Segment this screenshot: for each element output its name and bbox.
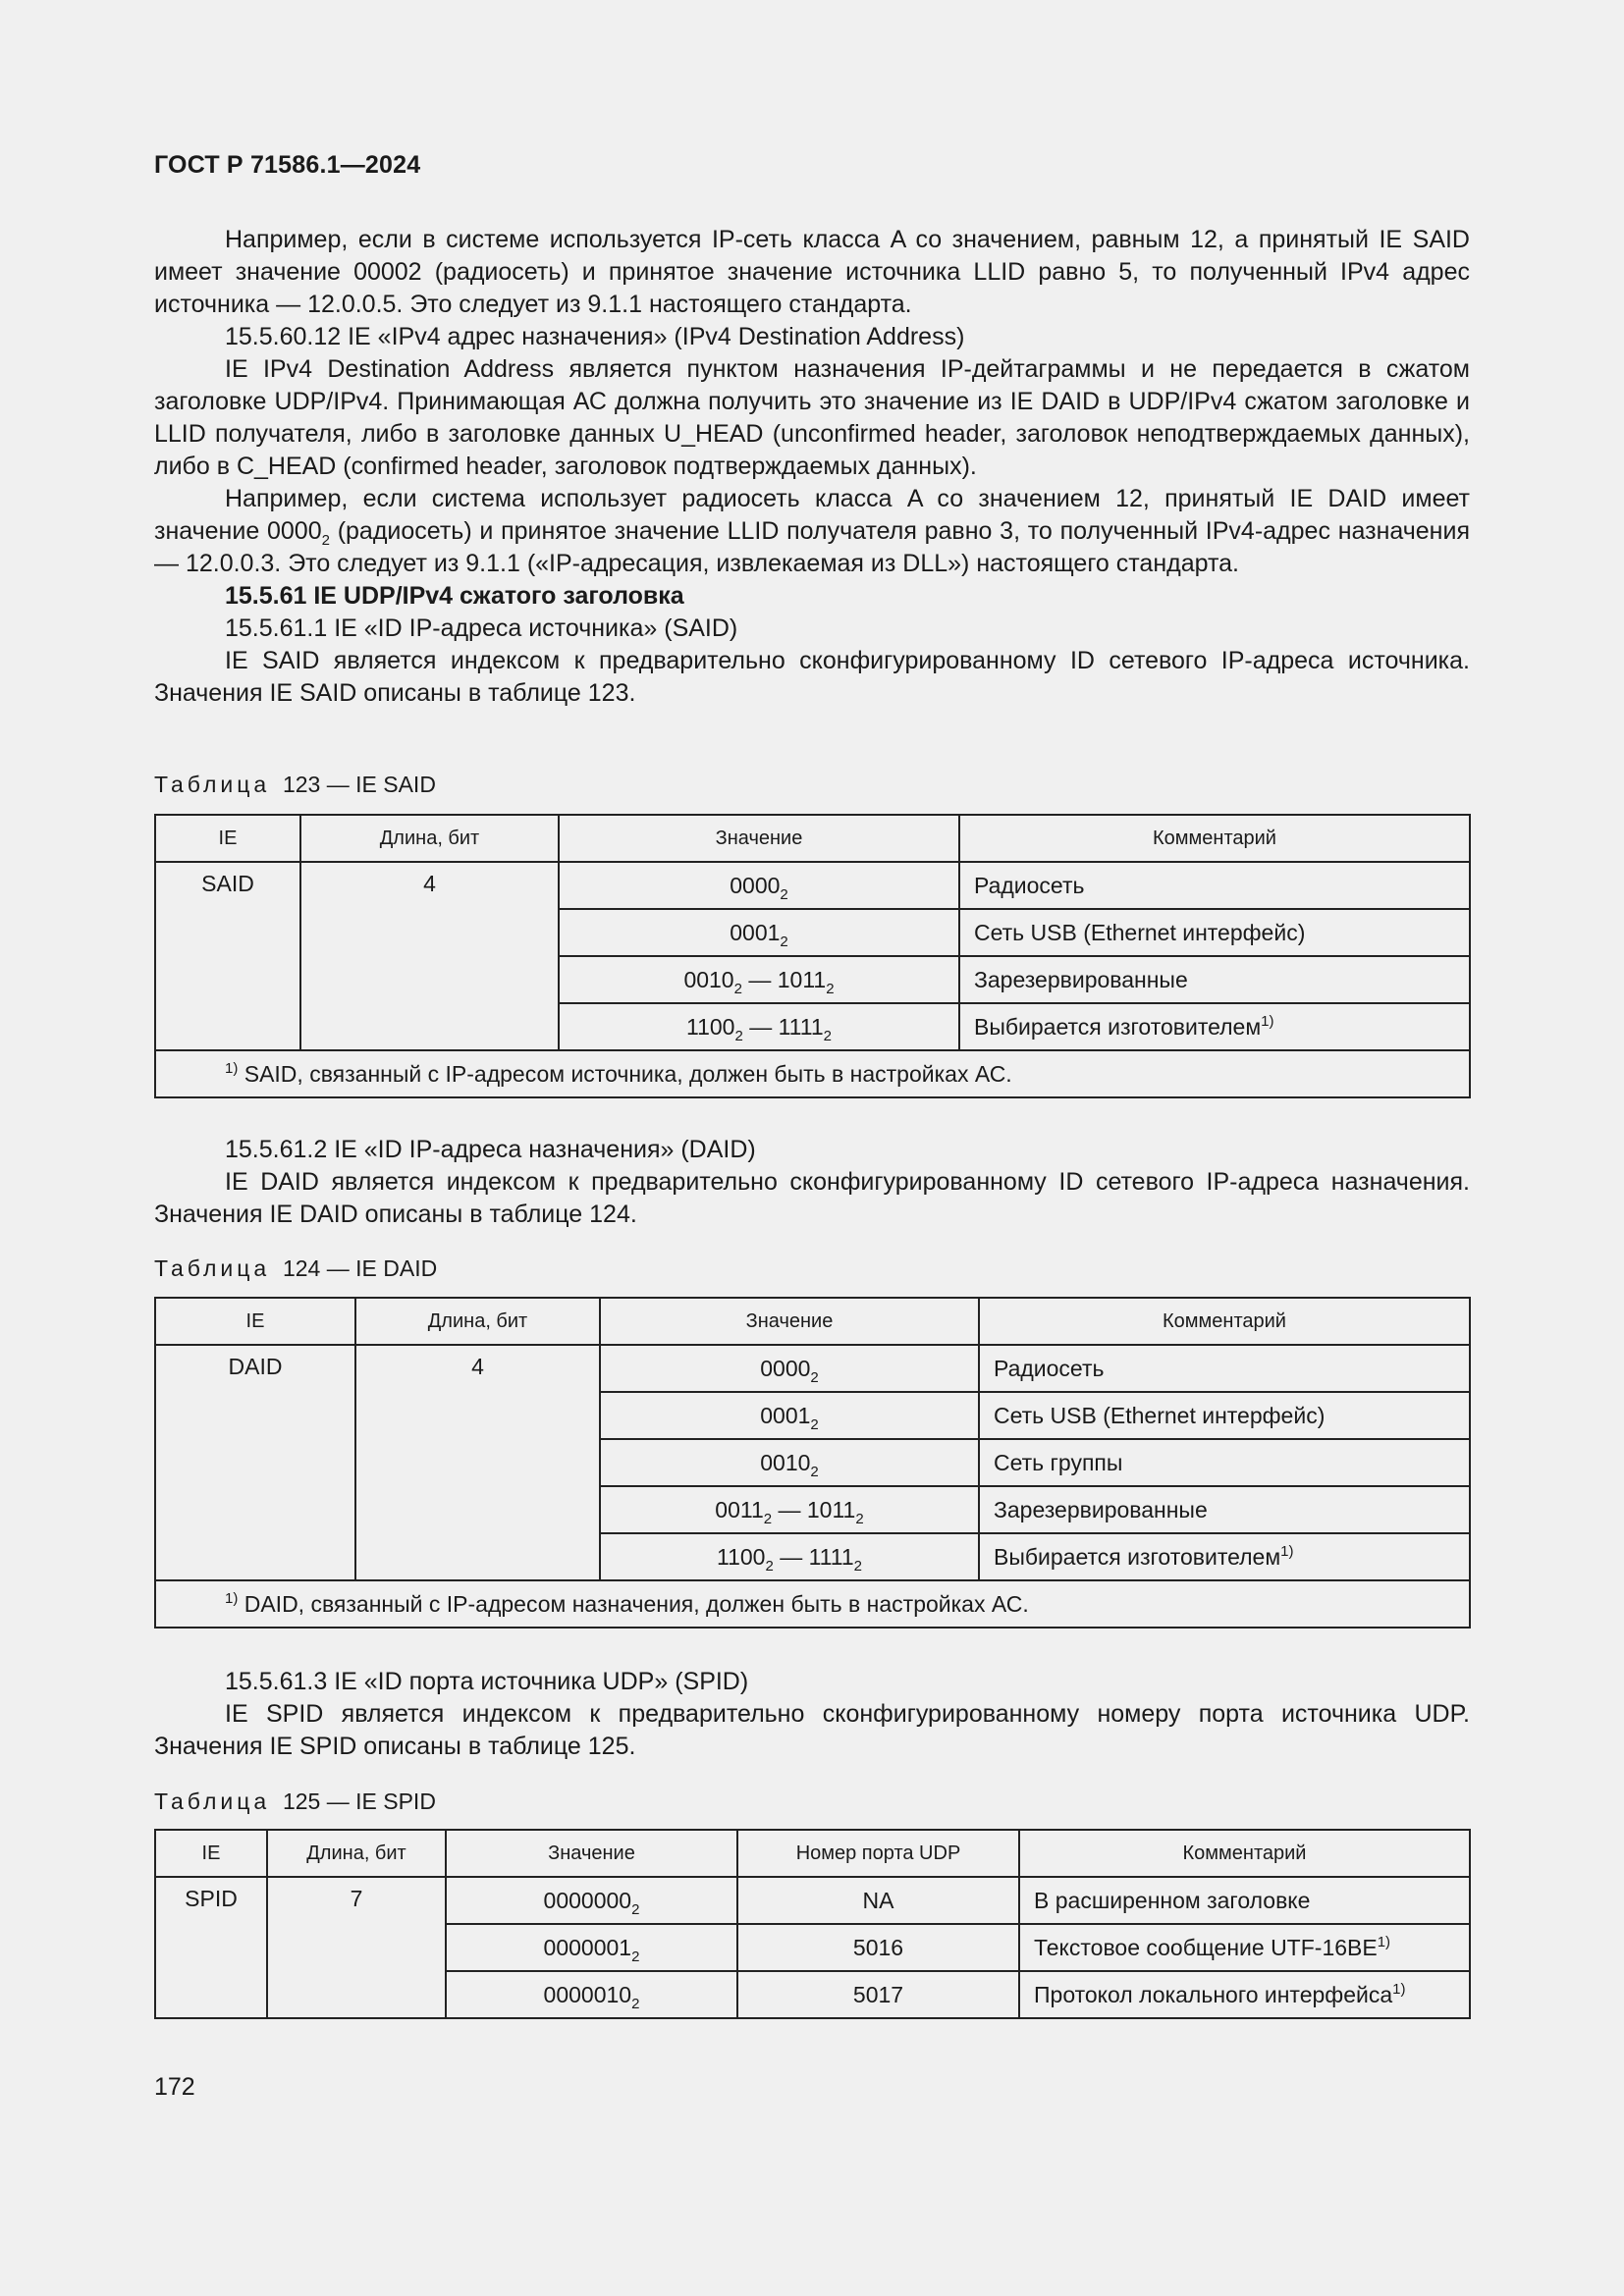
footnote-ref: 1) [1392, 1980, 1406, 1998]
subscript: 2 [810, 1368, 819, 1386]
page-number: 172 [154, 2073, 195, 2101]
column-header: Длина, бит [355, 1298, 600, 1345]
value-text: 0001 [760, 1402, 811, 1428]
port-cell: 5016 [737, 1924, 1019, 1971]
subscript: 2 [810, 1415, 819, 1433]
text-block-1 [154, 224, 1470, 710]
comment-text: Сеть USB (Ethernet интерфейс) [994, 1402, 1326, 1428]
range-dash: — [773, 1543, 809, 1570]
column-header: Значение [600, 1298, 979, 1345]
subscript: 2 [853, 1557, 862, 1575]
subscript: 2 [810, 1463, 819, 1480]
section-heading: 15.5.60.12 IE «IPv4 адрес назначения» (IPv4 Destination Address) [225, 323, 965, 350]
value-cell [600, 1439, 979, 1486]
port-cell: 5017 [737, 1971, 1019, 2018]
comment-cell [979, 1486, 1470, 1533]
comment-cell [979, 1392, 1470, 1439]
section-heading: 15.5.61.2 IE «ID IP-адреса назначения» (DAID) [225, 1136, 756, 1163]
subscript: 2 [321, 532, 330, 549]
table-row [155, 862, 1470, 909]
ie-cell: SPID [155, 1877, 267, 2018]
paragraph [154, 483, 1470, 580]
comment-cell [959, 862, 1470, 909]
caption-text: 125 — IE SPID [282, 1789, 436, 1814]
range-dash: — [772, 1496, 807, 1522]
comment-text: Выбирается изготовителем [974, 1013, 1262, 1040]
comment-cell [1019, 1877, 1470, 1924]
section-heading: 15.5.61 IE UDP/IPv4 сжатого заголовка [225, 582, 684, 610]
comment-cell [979, 1533, 1470, 1580]
value-cell [559, 1003, 959, 1050]
paragraph: Например, если в системе используется IP-сеть класса A со значением, равным 12, а принятый IE SAID имеет значение 00002 (радиосеть) и принятое значение источника LLID равно 5, то полученный IPv4 адрес источника — 12.0.0.5. Это следует из 9.1.1 настоящего стандарта. [154, 226, 1470, 318]
caption-label: Таблица [154, 1789, 271, 1814]
comment-cell [959, 956, 1470, 1003]
comment-cell [1019, 1971, 1470, 2018]
caption-text: 124 — IE DAID [282, 1255, 438, 1281]
value-text: 1011 [777, 966, 827, 992]
footnote-cell [155, 1580, 1470, 1628]
value-text: 1100 [717, 1543, 766, 1570]
text-run: (радиосеть) и принятое значение LLID получателя равно 3, то полученный IPv4-адрес назначения — 12.0.0.3. Это следует из 9.1.1 («IP-адресация, извлекаемая из DLL») настоящего стандарта. [154, 517, 1470, 577]
comment-text: Зарезервированные [994, 1496, 1208, 1522]
ie-cell: DAID [155, 1345, 355, 1580]
value-cell [600, 1533, 979, 1580]
value-cell [446, 1924, 737, 1971]
footnote-mark: 1) [225, 1059, 239, 1077]
comment-text: Зарезервированные [974, 966, 1188, 992]
comment-text: В расширенном заголовке [1034, 1887, 1311, 1913]
value-text: 1011 [806, 1496, 856, 1522]
comment-text: Радиосеть [994, 1355, 1105, 1381]
length-cell: 7 [267, 1877, 446, 2018]
value-text: 0000 [760, 1355, 811, 1381]
value-text: 0001 [730, 919, 781, 945]
caption-text: 123 — IE SAID [282, 772, 436, 797]
subscript: 2 [826, 980, 835, 997]
column-header: Значение [559, 815, 959, 862]
comment-cell [959, 909, 1470, 956]
comment-text: Радиосеть [974, 872, 1085, 898]
footnote-row [155, 1050, 1470, 1097]
table-header-row [155, 1830, 1470, 1877]
range-dash: — [742, 1013, 779, 1040]
subscript: 2 [823, 1027, 832, 1044]
value-text: 1111 [808, 1543, 854, 1570]
value-text: 0010 [760, 1449, 811, 1475]
footnote-ref: 1) [1280, 1542, 1294, 1560]
paragraph: IE SAID является индексом к предварительно сконфигурированному ID сетевого IP-адреса источника. Значения IE SAID описаны в таблице 123. [154, 647, 1470, 707]
footnote-ref: 1) [1261, 1012, 1274, 1030]
subscript: 2 [765, 1557, 774, 1575]
comment-text: Текстовое сообщение UTF-16BE [1034, 1934, 1378, 1960]
value-cell [559, 956, 959, 1003]
value-cell [446, 1877, 737, 1924]
value-text: 1111 [778, 1013, 824, 1040]
footnote-ref: 1) [1377, 1933, 1391, 1950]
ie-cell: SAID [155, 862, 300, 1050]
comment-cell [979, 1439, 1470, 1486]
text-run: Например, если система использует радиосеть класса A со значением 12, принятый IE DAID имеет значение 0000 [154, 485, 1470, 545]
table-caption [154, 1255, 437, 1282]
port-cell: NA [737, 1877, 1019, 1924]
column-header: IE [155, 1298, 355, 1345]
comment-cell [979, 1345, 1470, 1392]
comment-text: Выбирается изготовителем [994, 1543, 1281, 1570]
value-text: 0000010 [543, 1981, 632, 2007]
column-header: Значение [446, 1830, 737, 1877]
footnote-text: SAID, связанный с IP-адресом источника, должен быть в настройках АС. [238, 1060, 1012, 1087]
subscript: 2 [780, 885, 788, 903]
column-header: IE [155, 815, 300, 862]
document-header: ГОСТ Р 71586.1—2024 [154, 151, 421, 179]
paragraph: IE DAID является индексом к предварительно сконфигурированному ID сетевого IP-адреса назначения. Значения IE DAID описаны в таблице 124. [154, 1168, 1470, 1228]
value-cell [559, 862, 959, 909]
subscript: 2 [631, 1900, 640, 1918]
value-text: 0000000 [543, 1887, 632, 1913]
value-text: 0011 [715, 1496, 764, 1522]
value-cell [600, 1486, 979, 1533]
comment-text: Сеть USB (Ethernet интерфейс) [974, 919, 1306, 945]
length-cell: 4 [355, 1345, 600, 1580]
subscript: 2 [631, 1948, 640, 1965]
length-cell: 4 [300, 862, 559, 1050]
table-header-row [155, 1298, 1470, 1345]
column-header: Номер порта UDP [737, 1830, 1019, 1877]
subscript: 2 [631, 1995, 640, 2012]
subscript: 2 [780, 933, 788, 950]
column-header: Комментарий [959, 815, 1470, 862]
text-block-2 [154, 1134, 1470, 1231]
table-row [155, 1345, 1470, 1392]
table-caption [154, 1789, 436, 1815]
table-124 [154, 1297, 1471, 1629]
footnote-mark: 1) [225, 1589, 239, 1607]
text-block-3 [154, 1666, 1470, 1763]
subscript: 2 [734, 1027, 743, 1044]
range-dash: — [741, 966, 778, 992]
footnote-row [155, 1580, 1470, 1628]
paragraph: IE IPv4 Destination Address является пунктом назначения IP-дейтаграммы и не передается в сжатом заголовке UDP/IPv4. Принимающая АС должна получить это значение из IE DAID в UDP/IPv4 сжатом заголовке и LLID получателя, либо в заголовке данных U_HEAD (unconfirmed header, заголовок неподтверждаемых данных), либо в C_HEAD (confirmed header, заголовок подтверждаемых данных). [154, 355, 1470, 480]
table-125 [154, 1829, 1471, 2019]
table-row [155, 1877, 1470, 1924]
value-cell [600, 1345, 979, 1392]
value-text: 0010 [683, 966, 734, 992]
subscript: 2 [763, 1510, 773, 1527]
value-text: 0000001 [543, 1934, 632, 1960]
table-caption [154, 772, 436, 798]
value-text: 0000 [730, 872, 781, 898]
value-cell [446, 1971, 737, 2018]
table-header-row [155, 815, 1470, 862]
column-header: Комментарий [1019, 1830, 1470, 1877]
comment-cell [1019, 1924, 1470, 1971]
comment-text: Сеть группы [994, 1449, 1123, 1475]
subscript: 2 [855, 1510, 864, 1527]
comment-cell [959, 1003, 1470, 1050]
value-cell [600, 1392, 979, 1439]
caption-label: Таблица [154, 1255, 271, 1281]
footnote-cell [155, 1050, 1470, 1097]
column-header: Длина, бит [300, 815, 559, 862]
caption-label: Таблица [154, 772, 271, 797]
section-heading: 15.5.61.3 IE «ID порта источника UDP» (SPID) [225, 1668, 749, 1695]
subscript: 2 [733, 980, 742, 997]
value-text: 1100 [686, 1013, 735, 1040]
value-cell [559, 909, 959, 956]
paragraph: IE SPID является индексом к предварительно сконфигурированному номеру порта источника UDP. Значения IE SPID описаны в таблице 125. [154, 1700, 1470, 1760]
footnote-text: DAID, связанный с IP-адресом назначения, должен быть в настройках АС. [238, 1590, 1029, 1617]
table-123 [154, 814, 1471, 1098]
comment-text: Протокол локального интерфейса [1034, 1981, 1393, 2007]
section-heading: 15.5.61.1 IE «ID IP-адреса источника» (SAID) [225, 614, 738, 642]
column-header: IE [155, 1830, 267, 1877]
column-header: Длина, бит [267, 1830, 446, 1877]
column-header: Комментарий [979, 1298, 1470, 1345]
